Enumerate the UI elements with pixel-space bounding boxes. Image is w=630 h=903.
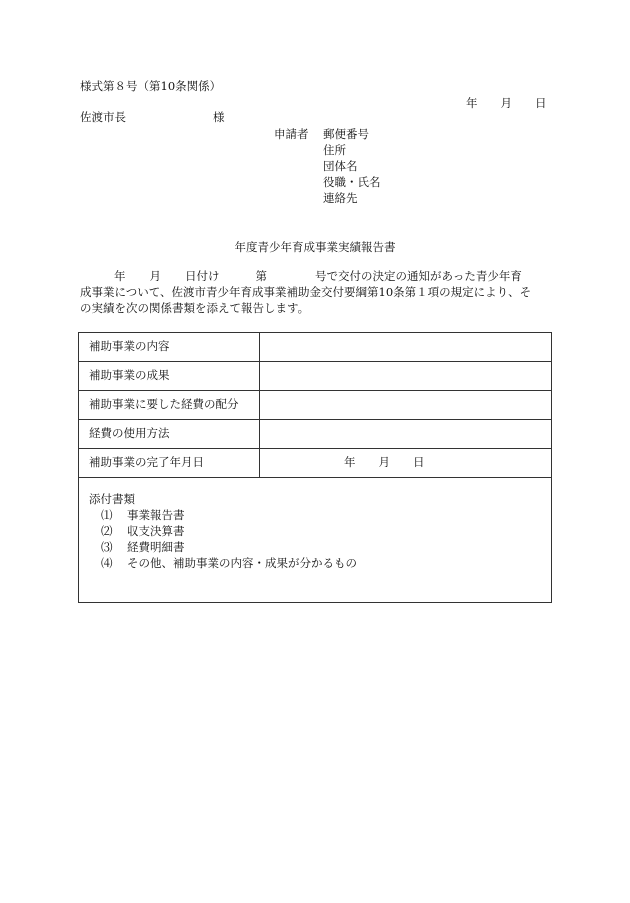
applicant-field-postal: 郵便番号 [323,127,369,141]
table-row [79,333,552,362]
body-year: 年 [114,269,126,283]
applicant-label: 申請者 [274,127,309,141]
attachments-heading: 添付書類 [89,492,135,506]
body-line-1 [80,268,552,284]
report-table [78,332,552,478]
body-line-2: 成事業について、佐渡市青少年育成事業補助金交付要綱第10条第１項の規定により、そ [80,285,532,299]
item-text: 事業報告書 [127,508,185,522]
item-number: ⑶ [101,540,113,554]
honorific: 様 [213,110,225,124]
list-item [101,524,357,540]
body-day: 日付け [185,269,220,283]
applicant-fields [323,127,381,207]
row-label: 補助事業の完了年月日 [79,449,260,478]
addressee-name: 佐渡市長 [80,110,126,124]
row-value[interactable] [260,333,552,362]
item-number: ⑷ [101,556,113,570]
body-month: 月 [149,269,161,283]
attachments-list [101,508,357,572]
body-number-prefix: 第 [255,269,267,283]
item-text: その他、補助事業の内容・成果が分かるもの [127,556,357,570]
body-paragraph [80,268,552,316]
form-number: 様式第８号（第10条関係） [80,79,222,93]
completion-date-value[interactable]: 年 月 日 [260,449,552,478]
body-notice-text: 号で交付の決定の通知があった青少年育 [315,269,522,283]
list-item [101,540,357,556]
table-row [79,449,552,478]
table-row [79,420,552,449]
row-label: 経費の使用方法 [79,420,260,449]
applicant-field-contact: 連絡先 [323,191,358,205]
item-number: ⑵ [101,524,113,538]
row-value[interactable] [260,420,552,449]
applicant-field-title-name: 役職・氏名 [323,175,381,189]
table-row [79,362,552,391]
document-title: 年度青少年育成事業実績報告書 [234,240,396,254]
list-item [101,508,357,524]
submission-date: 年 月 日 [466,96,547,110]
attachments-box [78,476,552,603]
table-row [79,391,552,420]
addressee-block [80,110,225,126]
applicant-field-organization: 団体名 [323,159,358,173]
item-text: 経費明細書 [127,540,185,554]
row-label: 補助事業の成果 [79,362,260,391]
item-text: 収支決算書 [127,524,185,538]
row-value[interactable] [260,391,552,420]
list-item [101,556,357,572]
row-value[interactable] [260,362,552,391]
body-line-3: の実績を次の関係書類を添えて報告します。 [80,301,310,315]
row-label: 補助事業の内容 [79,333,260,362]
item-number: ⑴ [101,508,113,522]
applicant-field-address: 住所 [323,143,346,157]
row-label: 補助事業に要した経費の配分 [79,391,260,420]
